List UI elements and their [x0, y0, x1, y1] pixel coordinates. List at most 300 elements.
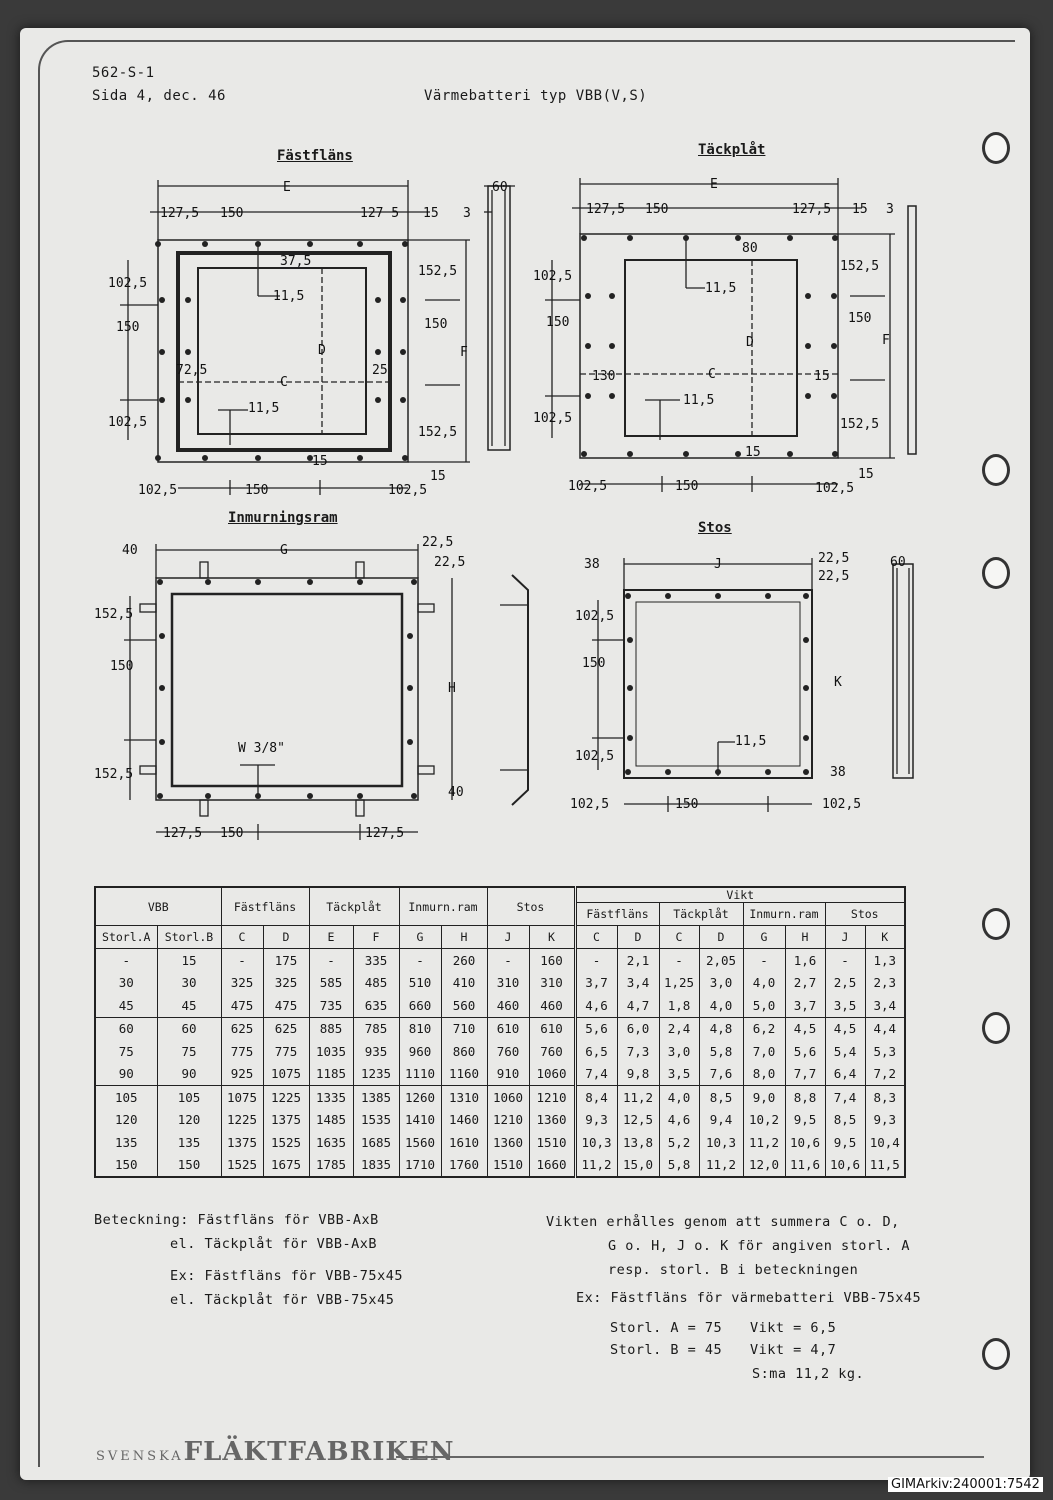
column-header: D — [617, 926, 659, 949]
dim-label: 22,5 — [434, 555, 466, 570]
dim-label: 150 — [848, 311, 872, 326]
table-cell: 90 — [157, 1063, 221, 1086]
dim-label: 60 — [492, 180, 508, 195]
table-cell: - — [487, 949, 529, 972]
table-cell: 8,0 — [743, 1063, 785, 1086]
dim-label: 38 — [830, 765, 846, 780]
table-cell: 260 — [441, 949, 487, 972]
table-cell: 1060 — [529, 1063, 575, 1086]
table-cell: 75 — [95, 1040, 157, 1063]
table-cell: 11,2 — [575, 1154, 617, 1178]
table-cell: 1060 — [487, 1086, 529, 1109]
table-cell: 7,6 — [699, 1063, 743, 1086]
table-cell: 8,3 — [865, 1086, 905, 1109]
table-cell: 760 — [529, 1040, 575, 1063]
table-cell: 1610 — [441, 1131, 487, 1154]
table-cell: 9,3 — [575, 1109, 617, 1132]
table-cell: 735 — [309, 994, 353, 1017]
table-cell: 10,3 — [575, 1131, 617, 1154]
table-cell: 7,4 — [575, 1063, 617, 1086]
table-row — [95, 972, 905, 995]
table-cell: 7,4 — [825, 1086, 865, 1109]
dim-label: 102,5 — [568, 479, 608, 494]
dim-label: E — [283, 180, 291, 195]
table-cell: 8,5 — [699, 1086, 743, 1109]
table-cell: 105 — [95, 1086, 157, 1109]
table-cell: 1675 — [263, 1154, 309, 1178]
table-cell: 2,05 — [699, 949, 743, 972]
dim-label: C — [708, 367, 716, 382]
dim-label: 127,5 — [792, 202, 832, 217]
column-header: D — [263, 926, 309, 949]
table-cell: 1525 — [263, 1131, 309, 1154]
table-cell: 135 — [95, 1131, 157, 1154]
dim-label: H — [448, 681, 456, 696]
table-cell: - — [399, 949, 441, 972]
table-cell: 5,8 — [659, 1154, 699, 1178]
table-cell: 1310 — [441, 1086, 487, 1109]
table-cell: 12,0 — [743, 1154, 785, 1178]
table-row — [95, 1040, 905, 1063]
table-cell: 1460 — [441, 1109, 487, 1132]
table-cell: 775 — [221, 1040, 263, 1063]
dim-label: 150 — [220, 826, 244, 841]
dim-label: 150 — [675, 797, 699, 812]
table-cell: 1235 — [353, 1063, 399, 1086]
table-cell: 9,5 — [785, 1109, 825, 1132]
table-cell: 7,2 — [865, 1063, 905, 1086]
group-header: Vikt — [575, 887, 905, 903]
table-cell: - — [575, 949, 617, 972]
table-cell: 45 — [157, 994, 221, 1017]
dim-label: 150 — [245, 483, 269, 498]
calc-size-b: Storl. B = 45 — [610, 1342, 723, 1358]
column-header: H — [441, 926, 487, 949]
column-header: Storl.B — [157, 926, 221, 949]
dim-label: J — [714, 557, 722, 572]
table-cell: 90 — [95, 1063, 157, 1086]
table-cell: 775 — [263, 1040, 309, 1063]
table-cell: 7,0 — [743, 1040, 785, 1063]
dim-label: 15 — [312, 454, 328, 469]
table-cell: 1760 — [441, 1154, 487, 1178]
note-example-alt: el. Täckplåt för VBB-75x45 — [170, 1292, 395, 1308]
table-cell: 9,4 — [699, 1109, 743, 1132]
column-header: J — [825, 926, 865, 949]
table-cell: 150 — [157, 1154, 221, 1178]
dim-label: 152,5 — [840, 417, 880, 432]
table-cell: 15,0 — [617, 1154, 659, 1178]
dim-label: 72,5 — [176, 363, 208, 378]
table-cell: 1525 — [221, 1154, 263, 1178]
table-cell: 10,6 — [785, 1131, 825, 1154]
table-cell: - — [309, 949, 353, 972]
table-cell: 1635 — [309, 1131, 353, 1154]
table-cell: 785 — [353, 1017, 399, 1040]
table-cell: 625 — [263, 1017, 309, 1040]
table-cell: 4,6 — [575, 994, 617, 1017]
table-cell: 5,3 — [865, 1040, 905, 1063]
subgroup-header: Fästfläns — [575, 903, 659, 926]
dim-label: 152,5 — [418, 425, 458, 440]
table-cell: 1075 — [221, 1086, 263, 1109]
table-cell: 120 — [95, 1109, 157, 1132]
table-cell: 8,8 — [785, 1086, 825, 1109]
dim-label: 150 — [645, 202, 669, 217]
table-cell: 10,2 — [743, 1109, 785, 1132]
dim-label: 15 — [430, 469, 446, 484]
table-row — [95, 1131, 905, 1154]
table-cell: 11,2 — [699, 1154, 743, 1178]
doc-number: 562-S-1 — [92, 65, 155, 81]
dim-label: 102,5 — [533, 269, 573, 284]
table-cell: 3,0 — [659, 1040, 699, 1063]
table-cell: 1110 — [399, 1063, 441, 1086]
punch-hole — [982, 1338, 1010, 1370]
table-cell: 160 — [529, 949, 575, 972]
table-cell: 1535 — [353, 1109, 399, 1132]
dim-label: 102,5 — [138, 483, 178, 498]
table-row — [95, 1086, 905, 1109]
table-cell: 1210 — [529, 1086, 575, 1109]
table-cell: 1685 — [353, 1131, 399, 1154]
page-date: Sida 4, dec. 46 — [92, 88, 226, 104]
dim-label: 15 — [423, 206, 439, 221]
dim-label: 25 — [372, 363, 388, 378]
table-cell: 1,3 — [865, 949, 905, 972]
table-cell: 1510 — [487, 1154, 529, 1178]
dim-label: 150 — [582, 656, 606, 671]
document-title: Värmebatteri typ VBB(V,S) — [424, 88, 648, 104]
table-cell: 4,7 — [617, 994, 659, 1017]
dim-label: 102,5 — [822, 797, 862, 812]
punch-hole — [982, 908, 1010, 940]
table-cell: 10,6 — [825, 1154, 865, 1178]
table-cell: 75 — [157, 1040, 221, 1063]
dim-label: 15 — [745, 445, 761, 460]
table-cell: 4,5 — [825, 1017, 865, 1040]
table-cell: 1360 — [529, 1109, 575, 1132]
table-cell: 11,5 — [865, 1154, 905, 1178]
table-row-group — [95, 1086, 905, 1178]
table-cell: 11,6 — [785, 1154, 825, 1178]
note-example: Ex: Fästfläns för VBB-75x45 — [170, 1268, 403, 1284]
table-cell: 1835 — [353, 1154, 399, 1178]
table-cell: 910 — [487, 1063, 529, 1086]
table-cell: 335 — [353, 949, 399, 972]
dim-label: 150 — [116, 320, 140, 335]
table-cell: 3,5 — [825, 994, 865, 1017]
table-cell: 1260 — [399, 1086, 441, 1109]
subgroup-header: Stos — [825, 903, 905, 926]
table-cell: 1375 — [221, 1131, 263, 1154]
table-cell: 5,0 — [743, 994, 785, 1017]
table-cell: 635 — [353, 994, 399, 1017]
dim-label: 152,5 — [840, 259, 880, 274]
dim-label: D — [746, 335, 754, 350]
table-cell: 510 — [399, 972, 441, 995]
subgroup-header: Täckplåt — [659, 903, 743, 926]
table-row — [95, 994, 905, 1017]
table-cell: 1360 — [487, 1131, 529, 1154]
dim-label: W 3/8" — [238, 741, 285, 756]
column-header: G — [399, 926, 441, 949]
dim-label: 102,5 — [108, 276, 148, 291]
table-cell: 9,0 — [743, 1086, 785, 1109]
dim-label: 11,5 — [735, 734, 767, 749]
group-header: Täckplåt — [309, 887, 399, 926]
table-cell: 5,2 — [659, 1131, 699, 1154]
table-cell: 1,6 — [785, 949, 825, 972]
dim-label: 40 — [448, 785, 464, 800]
table-cell: 60 — [95, 1017, 157, 1040]
table-cell: 460 — [487, 994, 529, 1017]
table-cell: 6,4 — [825, 1063, 865, 1086]
dim-label: 11,5 — [248, 401, 280, 416]
dim-label: 102,5 — [575, 609, 615, 624]
table-cell: 610 — [529, 1017, 575, 1040]
dim-label: 127,5 — [160, 206, 200, 221]
subgroup-header: Inmurn.ram — [743, 903, 825, 926]
table-cell: 105 — [157, 1086, 221, 1109]
table-cell: 2,3 — [865, 972, 905, 995]
table-cell: 710 — [441, 1017, 487, 1040]
dim-label: 152,5 — [418, 264, 458, 279]
company-logo: SVENSKAFLÄKTFABRIKEN — [96, 1437, 455, 1467]
dim-label: 22,5 — [818, 551, 850, 566]
table-row — [95, 1063, 905, 1086]
dim-label: 152,5 — [94, 607, 134, 622]
table-cell: 1225 — [263, 1086, 309, 1109]
dim-label: 15 — [814, 369, 830, 384]
table-cell: 120 — [157, 1109, 221, 1132]
table-cell: 925 — [221, 1063, 263, 1086]
note-weight-example: Ex: Fästfläns för värmebatteri VBB-75x45 — [576, 1290, 922, 1306]
table-cell: 6,0 — [617, 1017, 659, 1040]
dim-label: 3 — [463, 206, 471, 221]
table-cell: 960 — [399, 1040, 441, 1063]
table-cell: 410 — [441, 972, 487, 995]
table-cell: 1035 — [309, 1040, 353, 1063]
table-cell: 45 — [95, 994, 157, 1017]
dim-label: 22,5 — [818, 569, 850, 584]
table-cell: 3,7 — [785, 994, 825, 1017]
table-cell: 3,5 — [659, 1063, 699, 1086]
calc-sum: S:ma 11,2 kg. — [752, 1366, 865, 1382]
dim-label: 150 — [424, 317, 448, 332]
dim-label: 127,5 — [365, 826, 405, 841]
table-cell: 585 — [309, 972, 353, 995]
table-cell: 660 — [399, 994, 441, 1017]
column-header: K — [865, 926, 905, 949]
table-cell: 2,7 — [785, 972, 825, 995]
table-cell: 1,25 — [659, 972, 699, 995]
table-cell: 1560 — [399, 1131, 441, 1154]
table-row — [95, 1109, 905, 1132]
dim-label: 38 — [584, 557, 600, 572]
table-cell: 135 — [157, 1131, 221, 1154]
note-weight-line: resp. storl. B i beteckningen — [608, 1262, 859, 1278]
table-cell: 175 — [263, 949, 309, 972]
table-cell: 5,6 — [785, 1040, 825, 1063]
dim-label: 102,5 — [388, 483, 428, 498]
table-cell: 475 — [263, 994, 309, 1017]
table-cell: 4,0 — [659, 1086, 699, 1109]
table-cell: 4,6 — [659, 1109, 699, 1132]
table-cell: 1410 — [399, 1109, 441, 1132]
column-header: C — [221, 926, 263, 949]
table-cell: 7,3 — [617, 1040, 659, 1063]
note-designation-alt: el. Täckplåt för VBB-AxB — [170, 1236, 378, 1252]
table-cell: 1210 — [487, 1109, 529, 1132]
dim-label: G — [280, 543, 288, 558]
dim-label: 102,5 — [815, 481, 855, 496]
table-cell: 7,7 — [785, 1063, 825, 1086]
dim-label: F — [460, 345, 468, 360]
archive-watermark: GIMArkiv:240001:7542 — [888, 1477, 1043, 1492]
tackplat-drawing — [545, 178, 916, 492]
table-row-group — [95, 949, 905, 1018]
table-cell: 3,0 — [699, 972, 743, 995]
table-cell: 760 — [487, 1040, 529, 1063]
table-cell: 1510 — [529, 1131, 575, 1154]
note-designation: Beteckning: Fästfläns för VBB-AxB — [94, 1212, 379, 1228]
dim-label: 150 — [546, 315, 570, 330]
dim-label: 22,5 — [422, 535, 454, 550]
table-cell: 3,4 — [617, 972, 659, 995]
table-cell: 4,0 — [699, 994, 743, 1017]
table-cell: 1,8 — [659, 994, 699, 1017]
table-cell: 325 — [221, 972, 263, 995]
dim-label: 102,5 — [533, 411, 573, 426]
table-cell: 1385 — [353, 1086, 399, 1109]
column-header: F — [353, 926, 399, 949]
table-cell: 8,5 — [825, 1109, 865, 1132]
table-cell: 560 — [441, 994, 487, 1017]
table-cell: 1785 — [309, 1154, 353, 1178]
table-cell: 2,4 — [659, 1017, 699, 1040]
table-cell: 3,7 — [575, 972, 617, 995]
table-cell: 1160 — [441, 1063, 487, 1086]
table-cell: 150 — [95, 1154, 157, 1178]
fastflans-drawing — [120, 180, 515, 495]
dim-label: 15 — [852, 202, 868, 217]
table-cell: 1075 — [263, 1063, 309, 1086]
table-cell: 1375 — [263, 1109, 309, 1132]
table-cell: 1335 — [309, 1086, 353, 1109]
table-cell: 4,5 — [785, 1017, 825, 1040]
dimension-weight-table — [94, 886, 906, 1178]
table-row — [95, 1017, 905, 1040]
dim-label: 80 — [742, 241, 758, 256]
column-header: C — [659, 926, 699, 949]
dim-label: 102,5 — [575, 749, 615, 764]
table-cell: 5,4 — [825, 1040, 865, 1063]
dim-label: K — [834, 675, 842, 690]
dim-label: 11,5 — [273, 289, 305, 304]
inmurningsram-drawing — [124, 544, 528, 840]
punch-hole — [982, 1012, 1010, 1044]
table-cell: 30 — [95, 972, 157, 995]
table-cell: 860 — [441, 1040, 487, 1063]
dim-label: 60 — [890, 555, 906, 570]
dim-label: F — [882, 333, 890, 348]
calc-size-a: Storl. A = 75 — [610, 1320, 723, 1336]
table-cell: - — [743, 949, 785, 972]
table-cell: 1710 — [399, 1154, 441, 1178]
dim-label: 11,5 — [683, 393, 715, 408]
group-header: Inmurn.ram — [399, 887, 487, 926]
table-cell: 485 — [353, 972, 399, 995]
table-cell: 11,2 — [617, 1086, 659, 1109]
calc-weight-b: Vikt = 4,7 — [750, 1342, 837, 1358]
table-cell: 5,8 — [699, 1040, 743, 1063]
dim-label: 102,5 — [108, 415, 148, 430]
table-row-group — [95, 1017, 905, 1086]
drawing-title-inmurningsram: Inmurningsram — [228, 510, 338, 526]
table-cell: 9,8 — [617, 1063, 659, 1086]
table-cell: 6,5 — [575, 1040, 617, 1063]
table-cell: 60 — [157, 1017, 221, 1040]
table-cell: - — [659, 949, 699, 972]
dim-label: 40 — [122, 543, 138, 558]
table-cell: 15 — [157, 949, 221, 972]
dim-label: E — [710, 177, 718, 192]
stos-drawing — [592, 558, 913, 812]
table-cell: 810 — [399, 1017, 441, 1040]
dim-label: 127 5 — [360, 206, 400, 221]
dim-label: D — [318, 343, 326, 358]
column-header: K — [529, 926, 575, 949]
table-cell: 885 — [309, 1017, 353, 1040]
table-cell: 625 — [221, 1017, 263, 1040]
dim-label: 150 — [220, 206, 244, 221]
table-cell: 1660 — [529, 1154, 575, 1178]
column-header: D — [699, 926, 743, 949]
table-cell: 13,8 — [617, 1131, 659, 1154]
table-cell: 4,4 — [865, 1017, 905, 1040]
table-cell: 3,4 — [865, 994, 905, 1017]
dim-label: 102,5 — [570, 797, 610, 812]
table-cell: 30 — [157, 972, 221, 995]
table-cell: 1185 — [309, 1063, 353, 1086]
table-cell: 460 — [529, 994, 575, 1017]
dim-label: 127,5 — [586, 202, 626, 217]
table-cell: 11,2 — [743, 1131, 785, 1154]
dim-label: 3 — [886, 202, 894, 217]
column-header: J — [487, 926, 529, 949]
table-cell: 4,0 — [743, 972, 785, 995]
dim-label: 37,5 — [280, 254, 312, 269]
table-row — [95, 1154, 905, 1178]
column-header: E — [309, 926, 353, 949]
table-cell: - — [95, 949, 157, 972]
table-cell: 8,4 — [575, 1086, 617, 1109]
table-cell: 10,3 — [699, 1131, 743, 1154]
calc-weight-a: Vikt = 6,5 — [750, 1320, 837, 1336]
dim-label: 11,5 — [705, 281, 737, 296]
table-cell: 5,6 — [575, 1017, 617, 1040]
table-cell: 475 — [221, 994, 263, 1017]
dim-label: C — [280, 375, 288, 390]
table-cell: 12,5 — [617, 1109, 659, 1132]
column-header: C — [575, 926, 617, 949]
table-cell: 610 — [487, 1017, 529, 1040]
column-header: H — [785, 926, 825, 949]
note-weight-line: Vikten erhålles genom att summera C o. D, — [546, 1214, 900, 1230]
drawing-title-stos: Stos — [698, 520, 732, 536]
table-cell: 310 — [529, 972, 575, 995]
